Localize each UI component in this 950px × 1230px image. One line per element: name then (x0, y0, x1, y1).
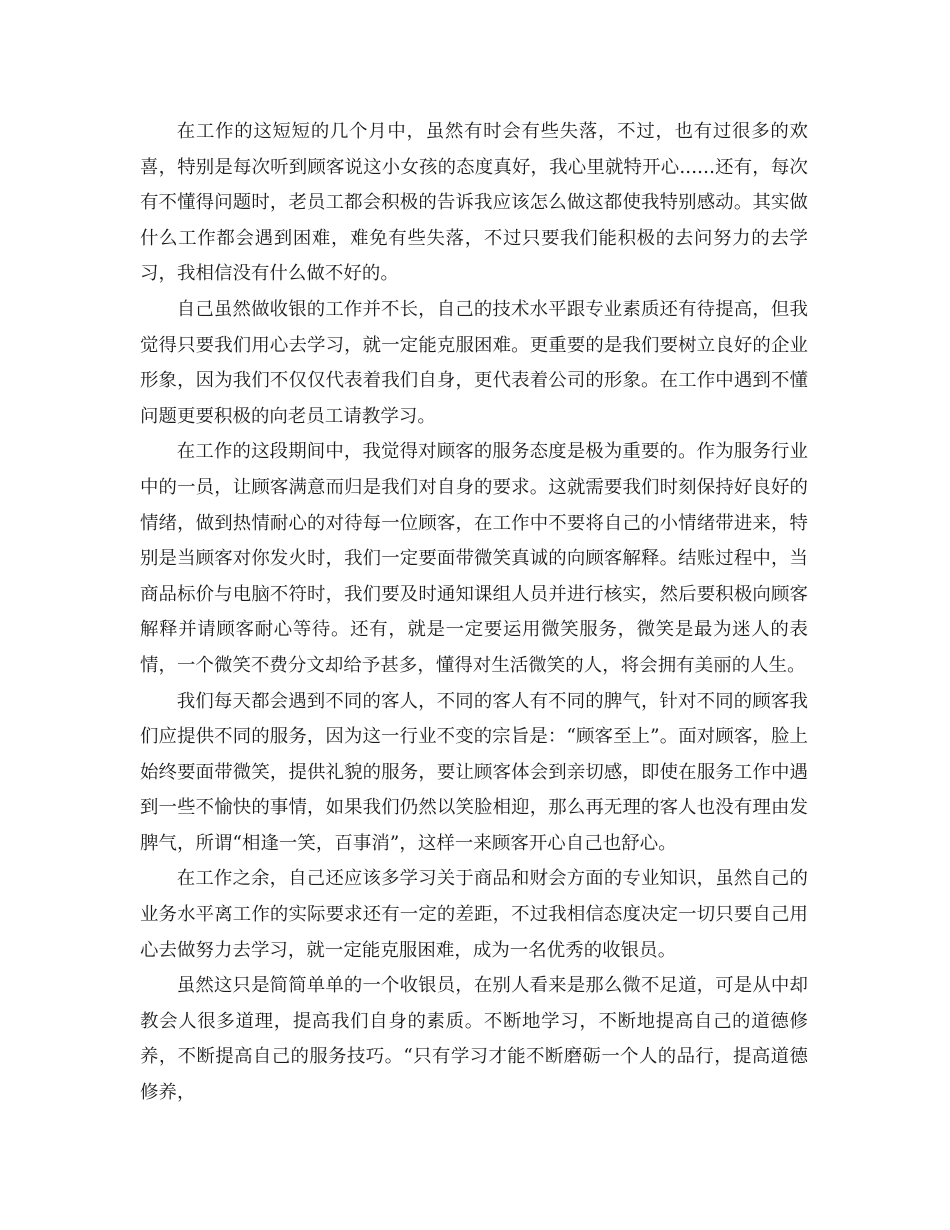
paragraph-5: 在工作之余，自己还应该多学习关于商品和财会方面的专业知识，虽然自己的业务水平离工作的实际要求还有一定的差距，不过我相信态度决定一切只要自己用心去做努力去学习，就一定能克服困难，成为一名优秀的收银员。 (140, 868, 808, 961)
paragraph-3: 在工作的这段期间中，我觉得对顾客的服务态度是极为重要的。作为服务行业中的一员，让顾客满意而归是我们对自身的要求。这就需要我们时刻保持好良好的情绪，做到热情耐心的对待每一位顾客，在工作中不要将自己的小情绪带进来，特别是当顾客对你发火时，我们一定要面带微笑真诚的向顾客解释。结账过程中，当商品标价与电脑不符时，我们要及时通知课组人员并进行核实，然后要积极向顾客解释并请顾客耐心等待。还有，就是一定要运用微笑服务，微笑是最为迷人的表情，一个微笑不费分文却给予甚多，懂得对生活微笑的人，将会拥有美丽的人生。 (140, 441, 808, 676)
paragraph-6: 虽然这只是简简单单的一个收银员，在别人看来是那么微不足道，可是从中却教会人很多道理，提高我们自身的素质。不断地学习，不断地提高自己的道德修养，不断提高自己的服务技巧。“只有学习才能不断磨砺一个人的品行，提高道德修养， (140, 975, 808, 1104)
paragraph-4: 我们每天都会遇到不同的客人，不同的客人有不同的脾气，针对不同的顾客我们应提供不同的服务，因为这一行业不变的宗旨是：“顾客至上”。面对顾客，脸上始终要面带微笑，提供礼貌的服务，要让顾客体会到亲切感，即使在服务工作中遇到一些不愉快的事情，如果我们仍然以笑脸相迎，那么再无理的客人也没有理由发脾气，所谓“相逢一笑，百事消”，这样一来顾客开心自己也舒心。 (140, 690, 808, 854)
paragraph-2: 自己虽然做收银的工作并不长，自己的技术水平跟专业素质还有待提高，但我觉得只要我们用心去学习，就一定能克服困难。更重要的是我们要树立良好的企业形象，因为我们不仅仅代表着我们自身，更代表着公司的形象。在工作中遇到不懂问题更要积极的向老员工请教学习。 (140, 298, 808, 427)
document-body (140, 114, 808, 1111)
paragraph-1: 在工作的这短短的几个月中，虽然有时会有些失落，不过，也有过很多的欢喜，特别是每次听到顾客说这小女孩的态度真好，我心里就特开心......还有，每次有不懂得问题时，老员工都会积极的告诉我应该怎么做这都使我特别感动。其实做什么工作都会遇到困难，难免有些失落，不过只要我们能积极的去问努力的去学习，我相信没有什么做不好的。 (140, 121, 808, 285)
